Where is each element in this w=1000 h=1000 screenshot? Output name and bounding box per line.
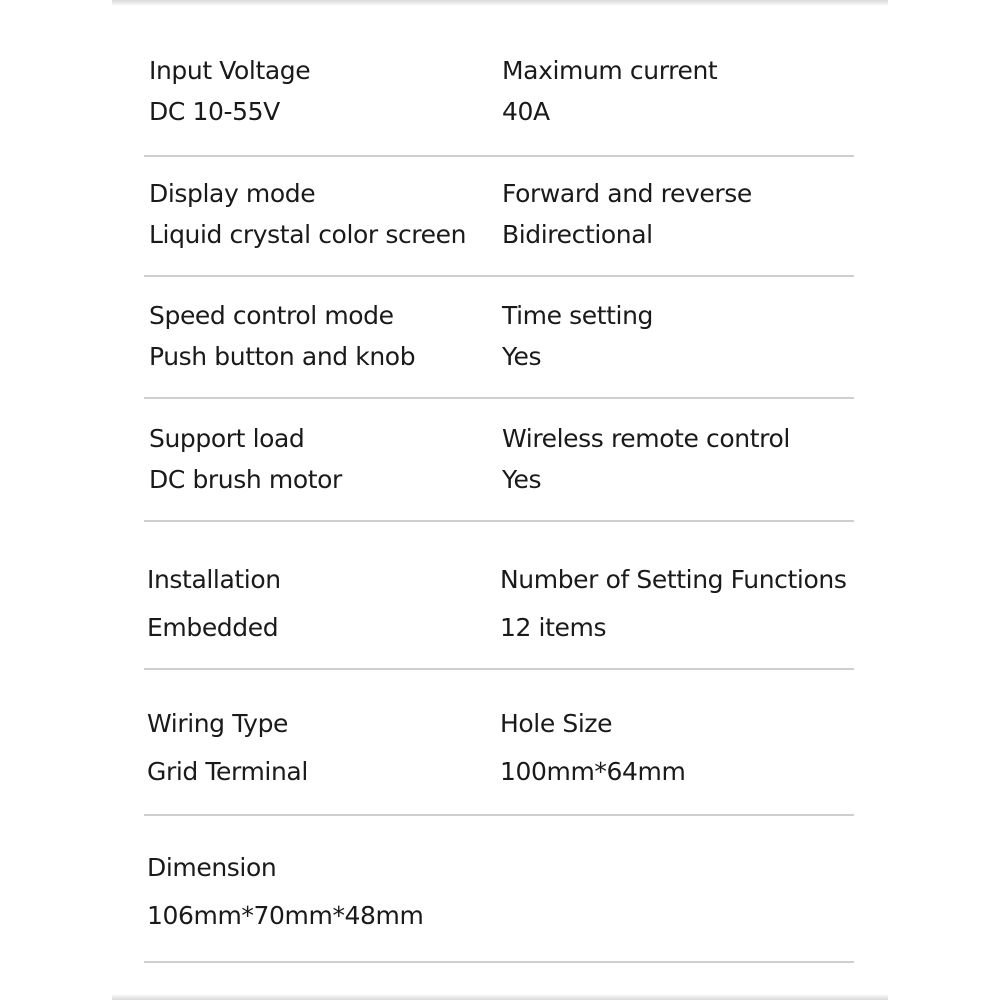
spec-label: Maximum current	[502, 56, 718, 85]
spec-label: Hole Size	[500, 709, 613, 738]
spec-cell	[149, 297, 415, 376]
row-divider	[144, 397, 854, 399]
spec-label: Forward and reverse	[502, 179, 752, 208]
row-divider	[144, 275, 854, 277]
spec-label: Installation	[147, 565, 281, 594]
spec-value: DC 10-55V	[149, 97, 280, 126]
row-divider	[144, 814, 854, 816]
spec-label: Wireless remote control	[502, 424, 790, 453]
spec-label: Display mode	[149, 179, 316, 208]
spec-value: 106mm*70mm*48mm	[147, 901, 424, 930]
spec-value: Bidirectional	[502, 220, 653, 249]
spec-label: Support load	[149, 424, 305, 453]
row-divider	[144, 520, 854, 522]
spec-cell	[502, 175, 752, 254]
spec-cell	[502, 297, 653, 376]
spec-value: 40A	[502, 97, 550, 126]
spec-value: 100mm*64mm	[500, 757, 686, 786]
spec-cell	[502, 420, 790, 499]
spec-cell	[502, 52, 717, 131]
spec-label: Wiring Type	[147, 709, 289, 738]
spec-cell	[147, 560, 281, 648]
row-divider	[144, 155, 854, 157]
spec-label: Speed control mode	[149, 301, 394, 330]
spec-label: Dimension	[147, 853, 277, 882]
spec-cell	[147, 848, 423, 936]
bottom-border	[112, 994, 888, 1000]
spec-cell	[500, 704, 685, 792]
spec-cell	[149, 420, 342, 499]
spec-label: Time setting	[502, 301, 653, 330]
spec-cell	[149, 52, 310, 131]
spec-value: Push button and knob	[149, 342, 416, 371]
spec-value: Yes	[502, 342, 542, 371]
spec-value: Embedded	[147, 613, 279, 642]
row-divider	[144, 961, 854, 963]
top-border	[112, 0, 888, 6]
spec-value: Grid Terminal	[147, 757, 308, 786]
row-divider	[144, 668, 854, 670]
spec-value: Liquid crystal color screen	[149, 220, 467, 249]
spec-label: Input Voltage	[149, 56, 311, 85]
spec-value: DC brush motor	[149, 465, 342, 494]
spec-cell	[149, 175, 466, 254]
spec-cell	[147, 704, 308, 792]
spec-label: Number of Setting Functions	[500, 565, 847, 594]
spec-cell	[500, 560, 846, 648]
spec-value: 12 items	[500, 613, 607, 642]
spec-value: Yes	[502, 465, 542, 494]
